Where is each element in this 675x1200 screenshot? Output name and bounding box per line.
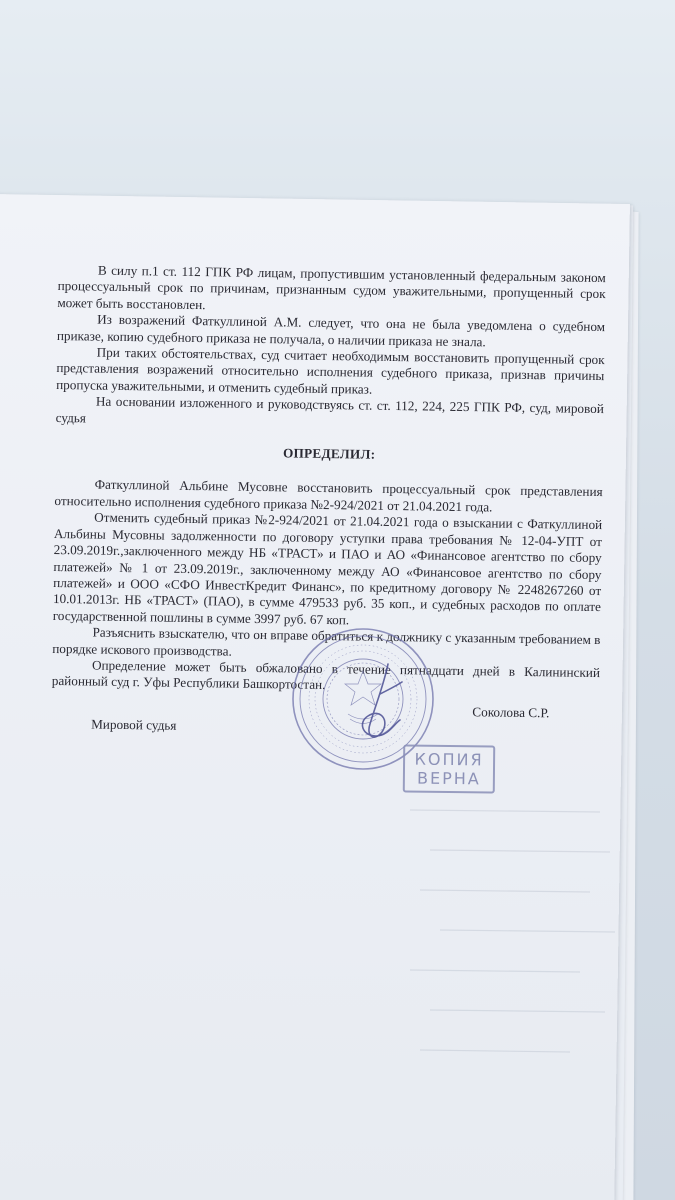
stamp-line-1: КОПИЯ: [414, 749, 484, 770]
stamp-line-2: ВЕРНА: [416, 768, 481, 789]
ruling-heading: ОПРЕДЕЛИЛ:: [282, 445, 376, 462]
signature-title: Мировой судья: [91, 716, 177, 733]
copy-verified-stamp: [403, 745, 495, 794]
paragraph-restore-deadline: Фаткуллиной Альбине Мусовне восстановить процессуальный срок представления относительно исполнения судебного приказа №2-924/2021 от 21.04.2021 года.: [54, 477, 603, 515]
signature-name: Соколова С.Р.: [472, 703, 550, 721]
show-through-text-icon: [400, 790, 620, 1090]
paragraph-legal-basis: На основании изложенного и руководствуясь ст. ст. 112, 224, 225 ГПК РФ, суд, мировой судья: [55, 393, 604, 426]
paragraph-objections: Из возражений Фаткуллиной А.М. следует, что она не была уведомлена о судебном приказе, копию судебного приказа не получала, о наличии приказа не знала.: [56, 311, 606, 349]
paragraph-explain-claimant: Разъяснить взыскателю, что он вправе обратиться к должнику с указанным требованием в порядке искового производства.: [52, 624, 601, 659]
paragraph-circumstances: При таких обстоятельствах, суд считает необходимым восстановить пропущенный срок представления возражений относительно исполнения судебного приказа, признав причины пропуска уважительными, и отменить судебный приказ.: [56, 344, 605, 397]
paragraph-restoration-law: В силу п.1 ст. 112 ГПК РФ лицам, пропустившим установленный федеральным законом процессуальный срок по причинам, признанным судом уважительными, пропущенный срок может быть восстановлен.: [57, 262, 606, 313]
paragraph-appeal: Определение может быть обжаловано в течение пятнадцати дней в Калининский районный суд г. Уфы Республики Башкортостан.: [51, 657, 601, 693]
paragraph-cancel-order: Отменить судебный приказ №2-924/2021 от 21.04.2021 года о взыскании с Фаткуллиной Альбины Мусовны задолженности по договору уступки права требования № 12-04-УПТ от 23.09.2019г.,заключенного между НБ «ТРАСТ» и ПАО и АО «Финансовое агентство по сбору платежей» № 1 от 23.09.2019г., заключенному между АО «Финансовое агентство по сбору платежей» и ООО «СФО ИнвестКредит Финанс», по кредитному договору № 2248267260 от 10.01.2013г. НБ «ТРАСТ» (ПАО), в сумме 479533 руб. 35 коп., и судебных расходов по оплате государственной пошлины в сумме 3997 руб. 67 коп.: [52, 509, 603, 628]
